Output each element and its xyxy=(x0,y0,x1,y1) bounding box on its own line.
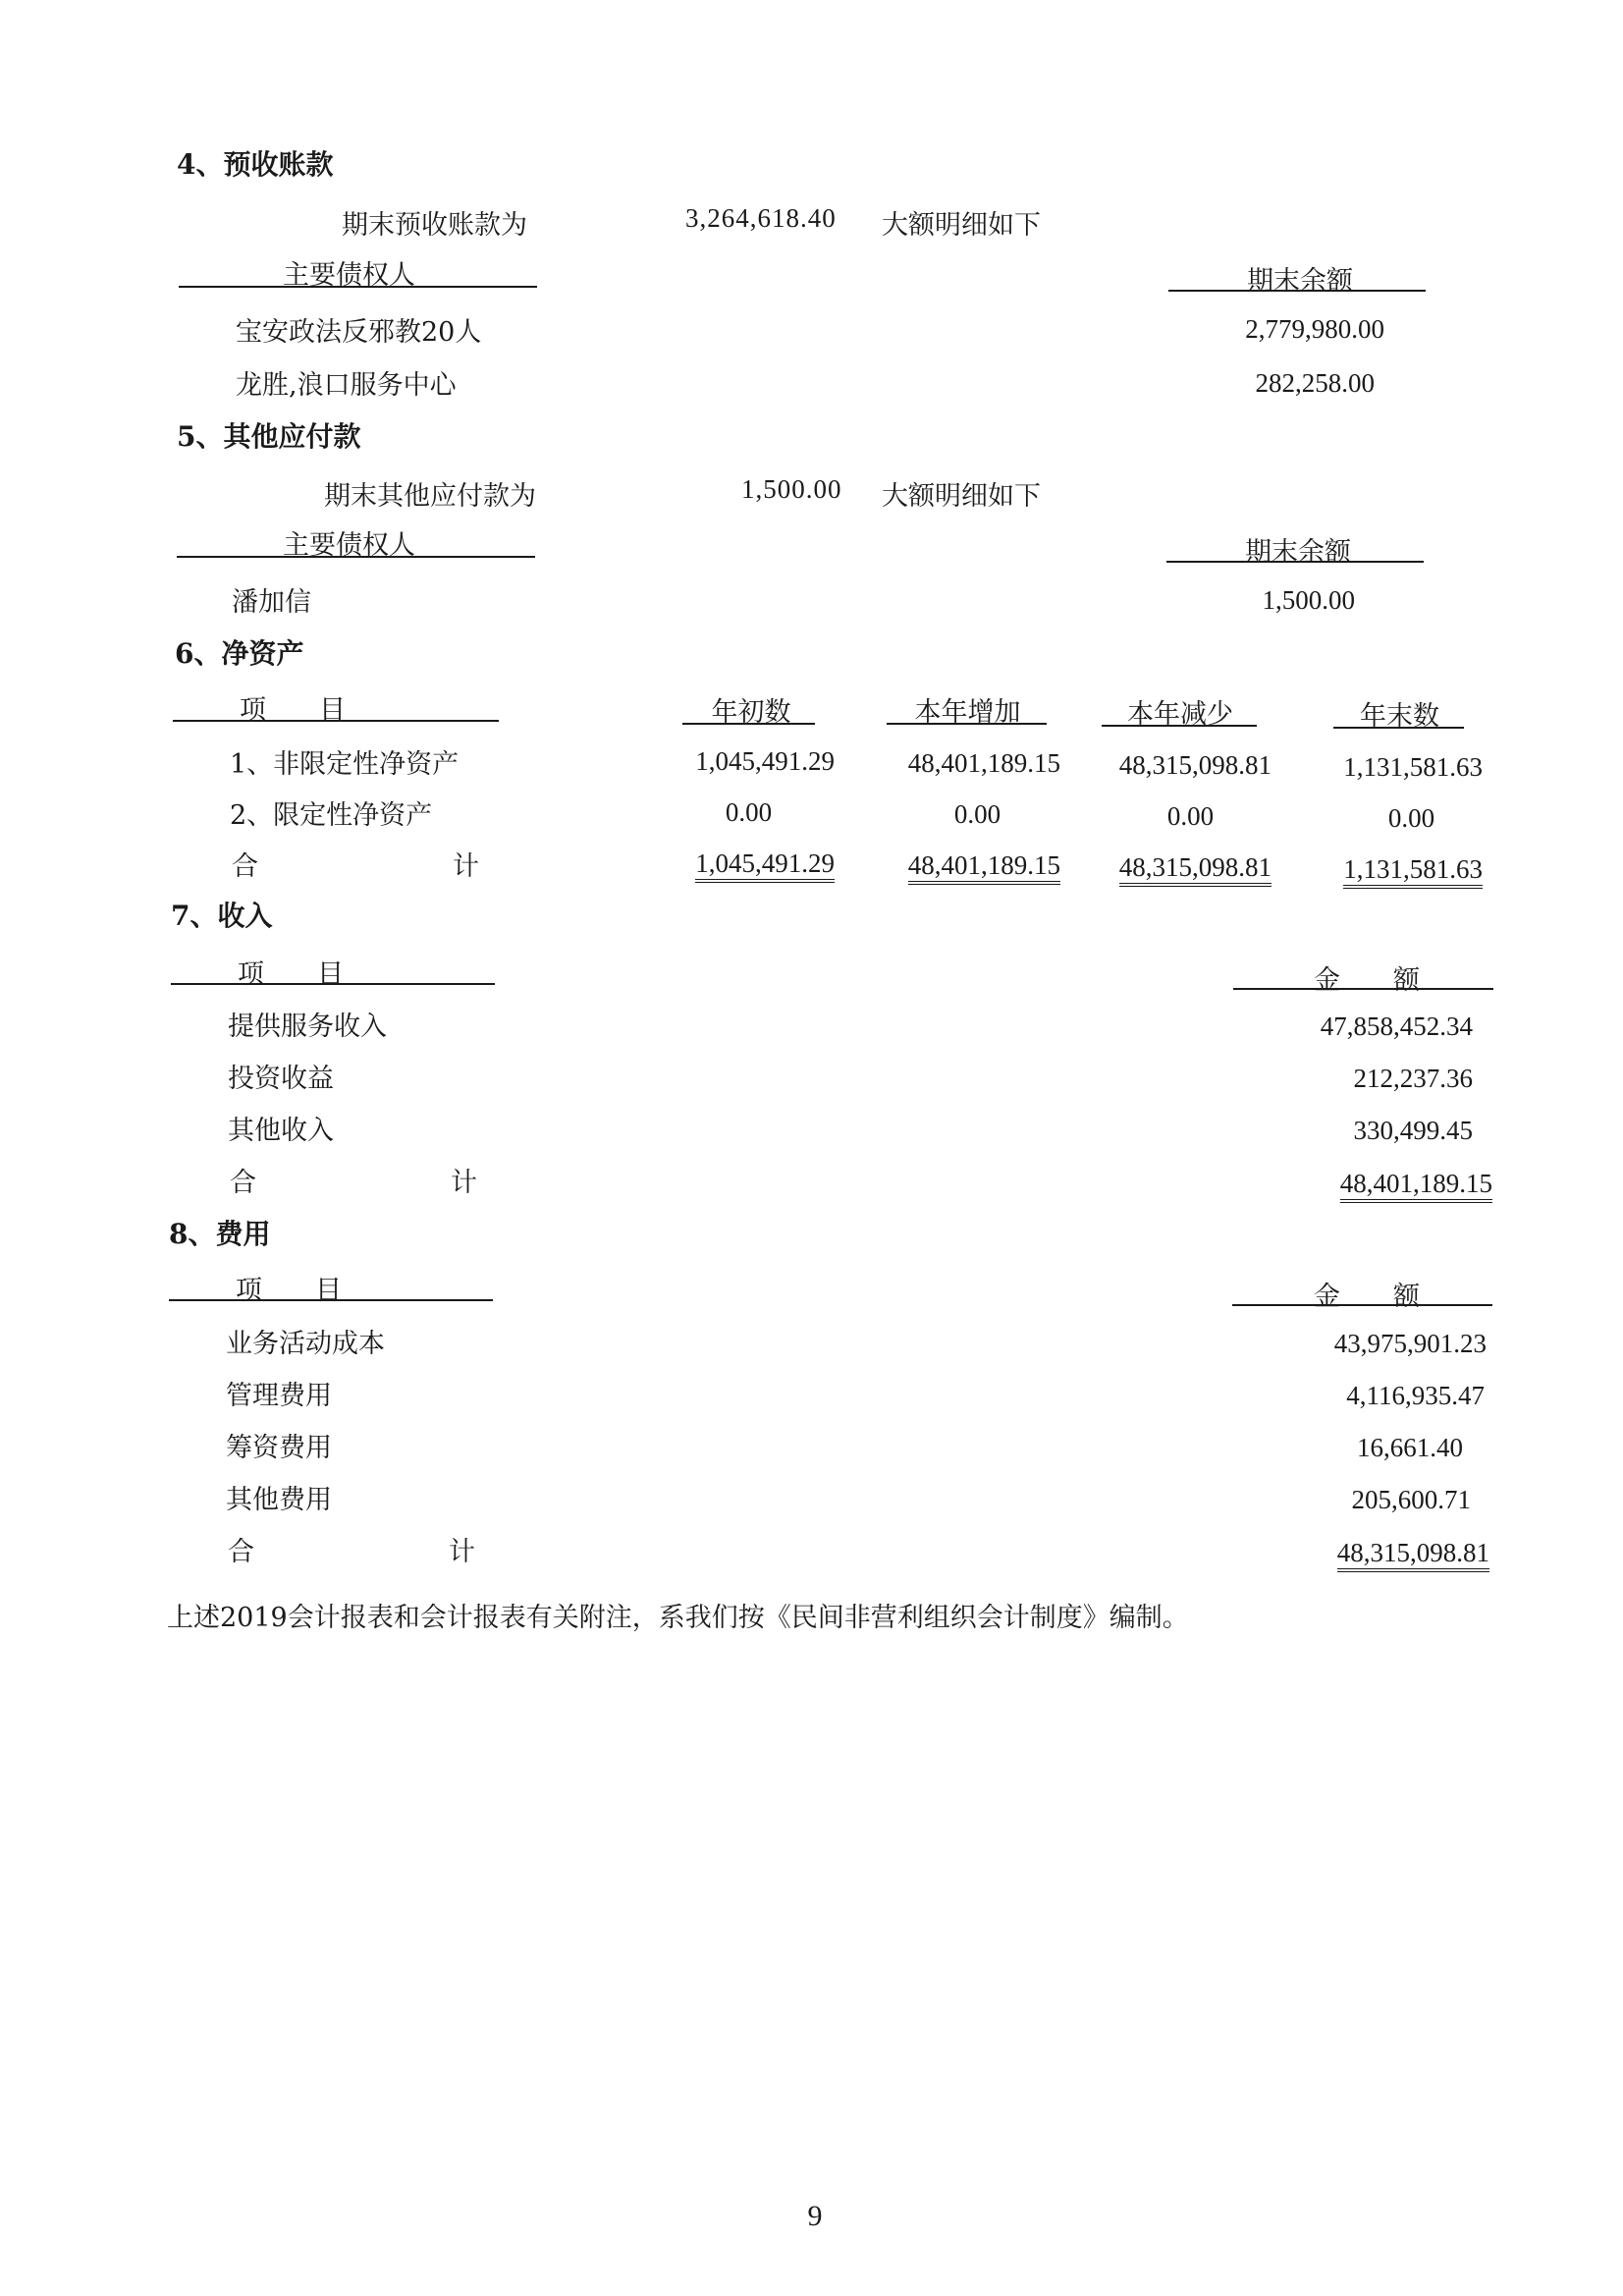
s6-row-begin: 1,045,491.29 xyxy=(695,746,835,776)
s5-intro-tail: 大额明细如下 xyxy=(882,481,1041,512)
section-6-heading: 6、净资产 xyxy=(175,637,304,670)
s6-col-end: 年末数 xyxy=(1360,701,1439,732)
s7-row-amount: 212,237.36 xyxy=(1353,1064,1473,1093)
s8-item-underline xyxy=(169,1299,493,1301)
s4-row-amount: 2,779,980.00 xyxy=(1245,314,1384,344)
s7-amount-underline xyxy=(1233,988,1493,990)
s7-row-amount: 330,499.45 xyxy=(1353,1116,1473,1145)
s8-row-name: 筹资费用 xyxy=(226,1433,332,1463)
s4-intro-tail: 大额明细如下 xyxy=(882,210,1041,241)
s5-balance-underline xyxy=(1166,561,1424,563)
s6-begin-underline xyxy=(682,723,815,725)
s8-col-amount: 金 额 xyxy=(1314,1282,1420,1312)
s6-row-end: 0.00 xyxy=(1387,803,1435,833)
s6-total-decrease: 48,315,098.81 xyxy=(1119,852,1271,887)
closing-note: 上述2019会计报表和会计报表有关附注，系我们按《民间非营利组织会计制度》编制。 xyxy=(167,1603,1189,1633)
s4-row-amount: 282,258.00 xyxy=(1255,368,1375,398)
s5-col-creditor: 主要债权人 xyxy=(283,530,415,561)
section-4-heading: 4、预收账款 xyxy=(177,148,334,181)
s6-item-underline xyxy=(173,720,499,722)
s7-row-amount: 47,858,452.34 xyxy=(1320,1011,1473,1041)
s7-col-amount: 金 额 xyxy=(1314,965,1420,996)
s5-row-name: 潘加信 xyxy=(232,587,311,618)
s6-end-underline xyxy=(1333,727,1464,729)
s4-creditor-underline xyxy=(179,286,537,288)
s8-row-amount: 16,661.40 xyxy=(1357,1433,1463,1462)
s8-col-item: 项 目 xyxy=(236,1276,342,1306)
s4-row-name: 龙胜,浪口服务中心 xyxy=(236,370,457,401)
s6-total-label: 合 计 xyxy=(232,851,526,882)
s8-row-name: 其他费用 xyxy=(226,1485,332,1515)
s6-row-increase: 0.00 xyxy=(953,799,1001,829)
s8-row-name: 管理费用 xyxy=(226,1381,332,1411)
s7-item-underline xyxy=(171,983,495,985)
s5-intro-amount: 1,500.00 xyxy=(741,474,842,504)
s6-total-increase: 48,401,189.15 xyxy=(908,850,1060,885)
s6-total-end: 1,131,581.63 xyxy=(1343,854,1483,889)
s6-row-end: 1,131,581.63 xyxy=(1343,752,1483,782)
s7-col-item: 项 目 xyxy=(238,959,344,990)
s8-row-name: 业务活动成本 xyxy=(226,1329,385,1359)
s8-row-amount: 4,116,935.47 xyxy=(1346,1381,1485,1410)
s7-row-name: 其他收入 xyxy=(228,1116,334,1146)
s4-intro-amount: 3,264,618.40 xyxy=(685,203,837,233)
section-7-heading: 7、收入 xyxy=(171,900,273,932)
s8-total-amount: 48,315,098.81 xyxy=(1337,1538,1489,1572)
s6-row-increase: 48,401,189.15 xyxy=(907,748,1060,778)
s6-row-decrease: 0.00 xyxy=(1166,801,1215,831)
s6-col-begin: 年初数 xyxy=(711,697,791,728)
s4-row-name: 宝安政法反邪教20人 xyxy=(236,317,482,348)
s5-intro-label: 期末其他应付款为 xyxy=(324,481,536,512)
s6-row-begin: 0.00 xyxy=(725,797,773,827)
s4-intro-label: 期末预收账款为 xyxy=(342,210,527,241)
s7-total-label: 合 计 xyxy=(230,1168,524,1198)
section-8-heading: 8、费用 xyxy=(169,1218,271,1250)
s7-row-name: 投资收益 xyxy=(228,1064,334,1094)
s6-decrease-underline xyxy=(1102,725,1257,727)
section-5-heading: 5、其他应付款 xyxy=(177,420,361,453)
s6-col-increase: 本年增加 xyxy=(914,697,1021,728)
s4-col-balance: 期末余额 xyxy=(1247,266,1353,297)
s8-row-amount: 205,600.71 xyxy=(1351,1485,1471,1514)
s4-col-creditor: 主要债权人 xyxy=(283,260,415,291)
s5-creditor-underline xyxy=(177,556,535,558)
s8-row-amount: 43,975,901.23 xyxy=(1333,1329,1487,1358)
page-number: 9 xyxy=(807,2200,823,2232)
s8-total-label: 合 计 xyxy=(228,1537,522,1567)
s5-col-balance: 期末余额 xyxy=(1245,537,1351,568)
s5-row-amount: 1,500.00 xyxy=(1262,585,1355,615)
s7-row-name: 提供服务收入 xyxy=(228,1011,387,1042)
s6-row-name: 2、限定性净资产 xyxy=(230,800,433,831)
s6-total-begin: 1,045,491.29 xyxy=(695,848,835,883)
s7-total-amount: 48,401,189.15 xyxy=(1340,1169,1492,1203)
s8-amount-underline xyxy=(1232,1304,1492,1306)
s4-balance-underline xyxy=(1168,290,1426,292)
s6-row-decrease: 48,315,098.81 xyxy=(1118,750,1271,780)
s6-increase-underline xyxy=(887,723,1047,725)
s6-col-decrease: 本年减少 xyxy=(1127,699,1233,730)
s6-col-item: 项 目 xyxy=(240,695,346,726)
s6-row-name: 1、非限定性净资产 xyxy=(230,749,460,780)
